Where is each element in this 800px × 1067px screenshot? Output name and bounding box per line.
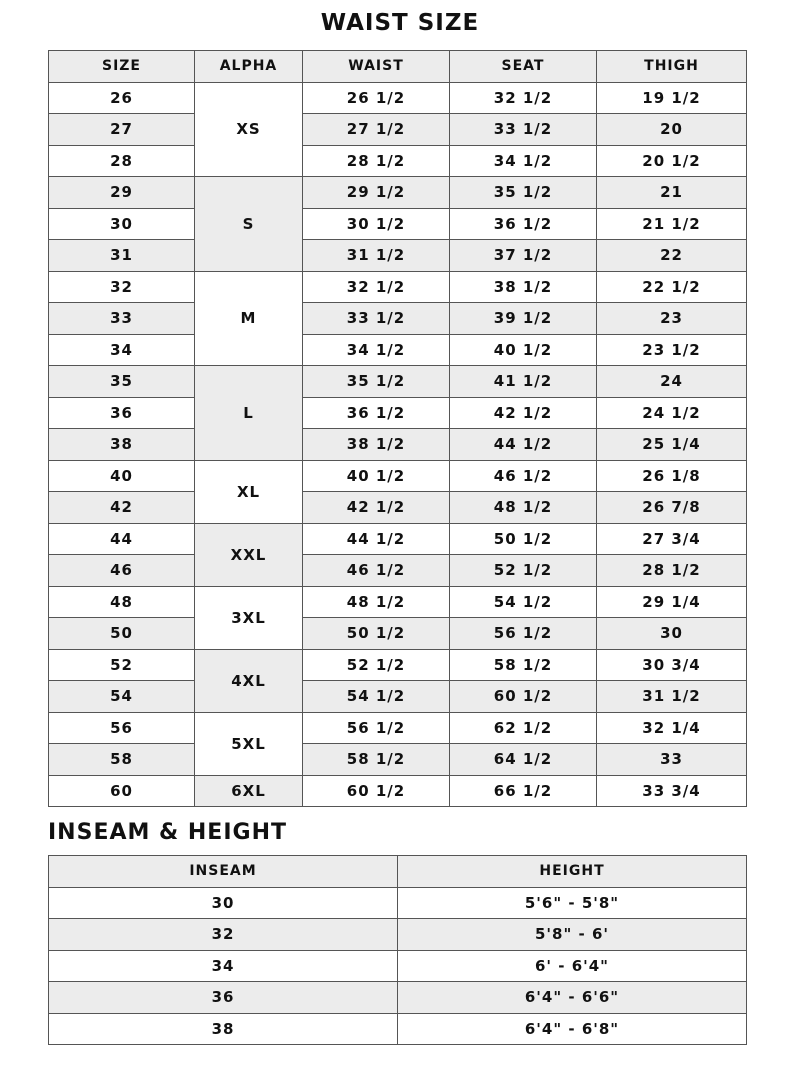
table-row bbox=[49, 397, 747, 429]
table-row bbox=[49, 114, 747, 146]
seat-cell: 40 1/2 bbox=[450, 334, 597, 366]
size-cell: 35 bbox=[49, 366, 195, 398]
column-header: SIZE bbox=[49, 51, 195, 83]
table-row bbox=[49, 334, 747, 366]
table-row bbox=[49, 982, 747, 1014]
inseam-height-title: INSEAM & HEIGHT bbox=[48, 820, 287, 845]
thigh-cell: 28 1/2 bbox=[597, 555, 747, 587]
thigh-cell: 24 bbox=[597, 366, 747, 398]
table-row bbox=[49, 240, 747, 272]
seat-cell: 34 1/2 bbox=[450, 145, 597, 177]
size-cell: 31 bbox=[49, 240, 195, 272]
alpha-cell: 5XL bbox=[195, 712, 303, 775]
table-row bbox=[49, 649, 747, 681]
alpha-cell: 4XL bbox=[195, 649, 303, 712]
table-row bbox=[49, 681, 747, 713]
table-row bbox=[49, 366, 747, 398]
waist-cell: 26 1/2 bbox=[303, 82, 450, 114]
size-cell: 50 bbox=[49, 618, 195, 650]
waist-cell: 58 1/2 bbox=[303, 744, 450, 776]
size-cell: 48 bbox=[49, 586, 195, 618]
table-row bbox=[49, 712, 747, 744]
size-cell: 42 bbox=[49, 492, 195, 524]
seat-cell: 52 1/2 bbox=[450, 555, 597, 587]
inseam-cell: 36 bbox=[49, 982, 398, 1014]
size-cell: 30 bbox=[49, 208, 195, 240]
size-cell: 32 bbox=[49, 271, 195, 303]
waist-cell: 54 1/2 bbox=[303, 681, 450, 713]
column-header: SEAT bbox=[450, 51, 597, 83]
thigh-cell: 24 1/2 bbox=[597, 397, 747, 429]
table-row bbox=[49, 919, 747, 951]
size-cell: 46 bbox=[49, 555, 195, 587]
alpha-cell: S bbox=[195, 177, 303, 272]
height-cell: 6'4" - 6'8" bbox=[398, 1013, 747, 1045]
alpha-cell: 6XL bbox=[195, 775, 303, 807]
table-row bbox=[49, 887, 747, 919]
table-row bbox=[49, 523, 747, 555]
size-cell: 34 bbox=[49, 334, 195, 366]
thigh-cell: 33 3/4 bbox=[597, 775, 747, 807]
column-header: THIGH bbox=[597, 51, 747, 83]
waist-cell: 36 1/2 bbox=[303, 397, 450, 429]
waist-cell: 40 1/2 bbox=[303, 460, 450, 492]
inseam-height-table bbox=[48, 855, 747, 1045]
thigh-cell: 21 1/2 bbox=[597, 208, 747, 240]
waist-cell: 48 1/2 bbox=[303, 586, 450, 618]
thigh-cell: 27 3/4 bbox=[597, 523, 747, 555]
seat-cell: 56 1/2 bbox=[450, 618, 597, 650]
alpha-cell: XS bbox=[195, 82, 303, 177]
alpha-cell: L bbox=[195, 366, 303, 461]
seat-cell: 37 1/2 bbox=[450, 240, 597, 272]
seat-cell: 39 1/2 bbox=[450, 303, 597, 335]
thigh-cell: 20 bbox=[597, 114, 747, 146]
height-cell: 6'4" - 6'6" bbox=[398, 982, 747, 1014]
table-row bbox=[49, 492, 747, 524]
waist-cell: 52 1/2 bbox=[303, 649, 450, 681]
thigh-cell: 29 1/4 bbox=[597, 586, 747, 618]
size-cell: 60 bbox=[49, 775, 195, 807]
waist-size-title: WAIST SIZE bbox=[320, 10, 480, 36]
column-header: WAIST bbox=[303, 51, 450, 83]
thigh-cell: 21 bbox=[597, 177, 747, 209]
size-cell: 26 bbox=[49, 82, 195, 114]
alpha-cell: M bbox=[195, 271, 303, 366]
inseam-cell: 32 bbox=[49, 919, 398, 951]
inseam-cell: 38 bbox=[49, 1013, 398, 1045]
thigh-cell: 32 1/4 bbox=[597, 712, 747, 744]
seat-cell: 46 1/2 bbox=[450, 460, 597, 492]
size-cell: 27 bbox=[49, 114, 195, 146]
waist-cell: 60 1/2 bbox=[303, 775, 450, 807]
table-row bbox=[49, 460, 747, 492]
seat-cell: 42 1/2 bbox=[450, 397, 597, 429]
seat-cell: 54 1/2 bbox=[450, 586, 597, 618]
seat-cell: 44 1/2 bbox=[450, 429, 597, 461]
seat-cell: 33 1/2 bbox=[450, 114, 597, 146]
size-cell: 38 bbox=[49, 429, 195, 461]
table-row bbox=[49, 208, 747, 240]
thigh-cell: 31 1/2 bbox=[597, 681, 747, 713]
seat-cell: 64 1/2 bbox=[450, 744, 597, 776]
size-cell: 44 bbox=[49, 523, 195, 555]
size-cell: 29 bbox=[49, 177, 195, 209]
thigh-cell: 22 1/2 bbox=[597, 271, 747, 303]
table-row bbox=[49, 950, 747, 982]
thigh-cell: 26 1/8 bbox=[597, 460, 747, 492]
size-cell: 36 bbox=[49, 397, 195, 429]
size-cell: 56 bbox=[49, 712, 195, 744]
seat-cell: 58 1/2 bbox=[450, 649, 597, 681]
height-cell: 6' - 6'4" bbox=[398, 950, 747, 982]
waist-cell: 34 1/2 bbox=[303, 334, 450, 366]
table-row bbox=[49, 82, 747, 114]
height-cell: 5'8" - 6' bbox=[398, 919, 747, 951]
height-cell: 5'6" - 5'8" bbox=[398, 887, 747, 919]
column-header: ALPHA bbox=[195, 51, 303, 83]
table-row bbox=[49, 744, 747, 776]
waist-cell: 32 1/2 bbox=[303, 271, 450, 303]
waist-size-table bbox=[48, 50, 747, 807]
seat-cell: 32 1/2 bbox=[450, 82, 597, 114]
inseam-cell: 30 bbox=[49, 887, 398, 919]
seat-cell: 62 1/2 bbox=[450, 712, 597, 744]
alpha-cell: XL bbox=[195, 460, 303, 523]
waist-cell: 46 1/2 bbox=[303, 555, 450, 587]
table-row bbox=[49, 271, 747, 303]
table-row bbox=[49, 618, 747, 650]
size-cell: 28 bbox=[49, 145, 195, 177]
size-cell: 33 bbox=[49, 303, 195, 335]
table-row bbox=[49, 303, 747, 335]
seat-cell: 41 1/2 bbox=[450, 366, 597, 398]
seat-cell: 38 1/2 bbox=[450, 271, 597, 303]
thigh-cell: 23 1/2 bbox=[597, 334, 747, 366]
column-header: INSEAM bbox=[49, 856, 398, 888]
waist-cell: 30 1/2 bbox=[303, 208, 450, 240]
alpha-cell: XXL bbox=[195, 523, 303, 586]
waist-cell: 56 1/2 bbox=[303, 712, 450, 744]
waist-cell: 38 1/2 bbox=[303, 429, 450, 461]
alpha-cell: 3XL bbox=[195, 586, 303, 649]
thigh-cell: 25 1/4 bbox=[597, 429, 747, 461]
waist-cell: 29 1/2 bbox=[303, 177, 450, 209]
thigh-cell: 23 bbox=[597, 303, 747, 335]
thigh-cell: 19 1/2 bbox=[597, 82, 747, 114]
thigh-cell: 22 bbox=[597, 240, 747, 272]
seat-cell: 36 1/2 bbox=[450, 208, 597, 240]
waist-cell: 35 1/2 bbox=[303, 366, 450, 398]
waist-cell: 42 1/2 bbox=[303, 492, 450, 524]
table-row bbox=[49, 1013, 747, 1045]
table-row bbox=[49, 775, 747, 807]
waist-cell: 50 1/2 bbox=[303, 618, 450, 650]
waist-cell: 31 1/2 bbox=[303, 240, 450, 272]
thigh-cell: 30 3/4 bbox=[597, 649, 747, 681]
waist-cell: 44 1/2 bbox=[303, 523, 450, 555]
table-row bbox=[49, 586, 747, 618]
seat-cell: 60 1/2 bbox=[450, 681, 597, 713]
waist-cell: 33 1/2 bbox=[303, 303, 450, 335]
table-row bbox=[49, 177, 747, 209]
seat-cell: 48 1/2 bbox=[450, 492, 597, 524]
column-header: HEIGHT bbox=[398, 856, 747, 888]
size-cell: 40 bbox=[49, 460, 195, 492]
table-row bbox=[49, 555, 747, 587]
seat-cell: 35 1/2 bbox=[450, 177, 597, 209]
inseam-cell: 34 bbox=[49, 950, 398, 982]
table-row bbox=[49, 145, 747, 177]
table-row bbox=[49, 429, 747, 461]
size-cell: 54 bbox=[49, 681, 195, 713]
waist-cell: 28 1/2 bbox=[303, 145, 450, 177]
size-cell: 58 bbox=[49, 744, 195, 776]
table-header-row bbox=[49, 856, 747, 888]
seat-cell: 50 1/2 bbox=[450, 523, 597, 555]
size-cell: 52 bbox=[49, 649, 195, 681]
table-header-row bbox=[49, 51, 747, 83]
seat-cell: 66 1/2 bbox=[450, 775, 597, 807]
thigh-cell: 20 1/2 bbox=[597, 145, 747, 177]
waist-cell: 27 1/2 bbox=[303, 114, 450, 146]
thigh-cell: 26 7/8 bbox=[597, 492, 747, 524]
thigh-cell: 33 bbox=[597, 744, 747, 776]
thigh-cell: 30 bbox=[597, 618, 747, 650]
